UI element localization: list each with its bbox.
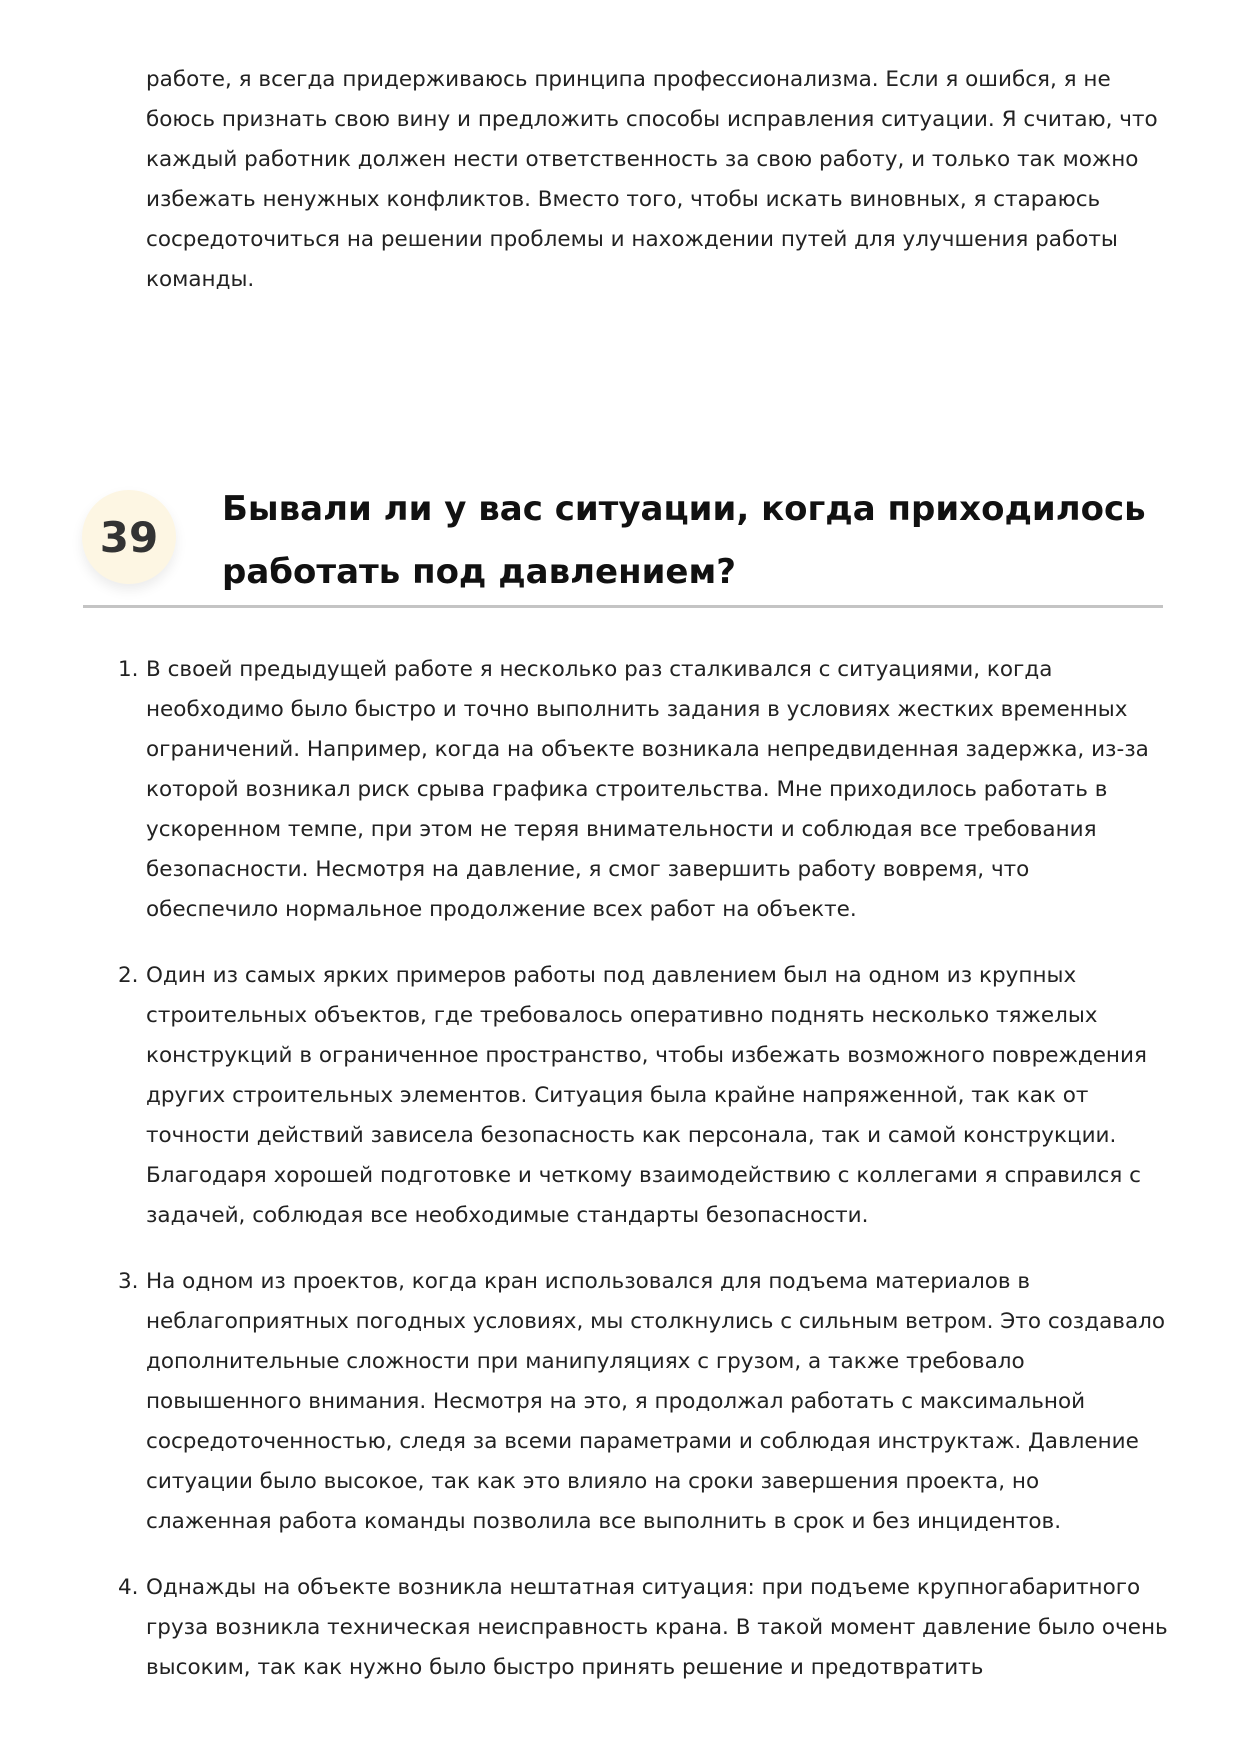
list-item	[118, 956, 1168, 1236]
list-item	[118, 1262, 1168, 1542]
list-item	[118, 1568, 1168, 1688]
item-number: 3.	[118, 1269, 139, 1294]
item-text: Один из самых ярких примеров работы под давлением был на одном из крупных строительных объектов, где требовалось оперативно поднять несколько тяжелых конструкций в ограниченное пространство, чтобы избежать возможного повреждения других строительных элементов. Ситуация была крайне напряженной, так как от точности действий зависела безопасность как персонала, так и самой конструкции. Благодаря хорошей подготовке и четкому взаимодействию с коллегами я справился с задачей, соблюдая все необходимые стандарты безопасности.	[146, 963, 1147, 1228]
item-text: На одном из проектов, когда кран использовался для подъема материалов в неблагоприятных погодных условиях, мы столкнулись с сильным ветром. Это создавало дополнительные сложности при манипуляциях с грузом, а также требовало повышенного внимания. Несмотря на это, я продолжал работать с максимальной сосредоточенностью, следя за всеми параметрами и соблюдая инструктаж. Давление ситуации было высокое, так как это влияло на сроки завершения проекта, но слаженная работа команды позволила все выполнить в срок и без инцидентов.	[146, 1269, 1166, 1534]
item-number: 1.	[118, 657, 139, 682]
list-item	[118, 650, 1168, 930]
heading-divider	[83, 605, 1163, 608]
item-text: В своей предыдущей работе я несколько раз сталкивался с ситуациями, когда необходимо было быстро и точно выполнить задания в условиях жестких временных ограничений. Например, когда на объекте возникала непредвиденная задержка, из-за которой возникал риск срыва графика строительства. Мне приходилось работать в ускоренном темпе, при этом не теряя внимательности и соблюдая все требования безопасности. Несмотря на давление, я смог завершить работу вовремя, что обеспечило нормальное продолжение всех работ на объекте.	[146, 657, 1149, 922]
question-heading: Бывали ли у вас ситуации, когда приходилось работать под давлением?	[222, 489, 1146, 592]
question-number-badge: 39	[82, 490, 176, 584]
item-number: 2.	[118, 963, 139, 988]
item-number: 4.	[118, 1575, 139, 1600]
item-text: Однажды на объекте возникла нештатная ситуация: при подъеме крупногабаритного груза возникла техническая неисправность крана. В такой момент давление было очень высоким, так как нужно было быстро принять решение и предотвратить	[146, 1575, 1168, 1680]
answers-list	[118, 650, 1168, 1714]
intro-paragraph: работе, я всегда придерживаюсь принципа профессионализма. Если я ошибся, я не боюсь признать свою вину и предложить способы исправления ситуации. Я считаю, что каждый работник должен нести ответственность за свою работу, и только так можно избежать ненужных конфликтов. Вместо того, чтобы искать виновных, я стараюсь сосредоточиться на решении проблемы и нахождении путей для улучшения работы команды.	[146, 67, 1158, 292]
